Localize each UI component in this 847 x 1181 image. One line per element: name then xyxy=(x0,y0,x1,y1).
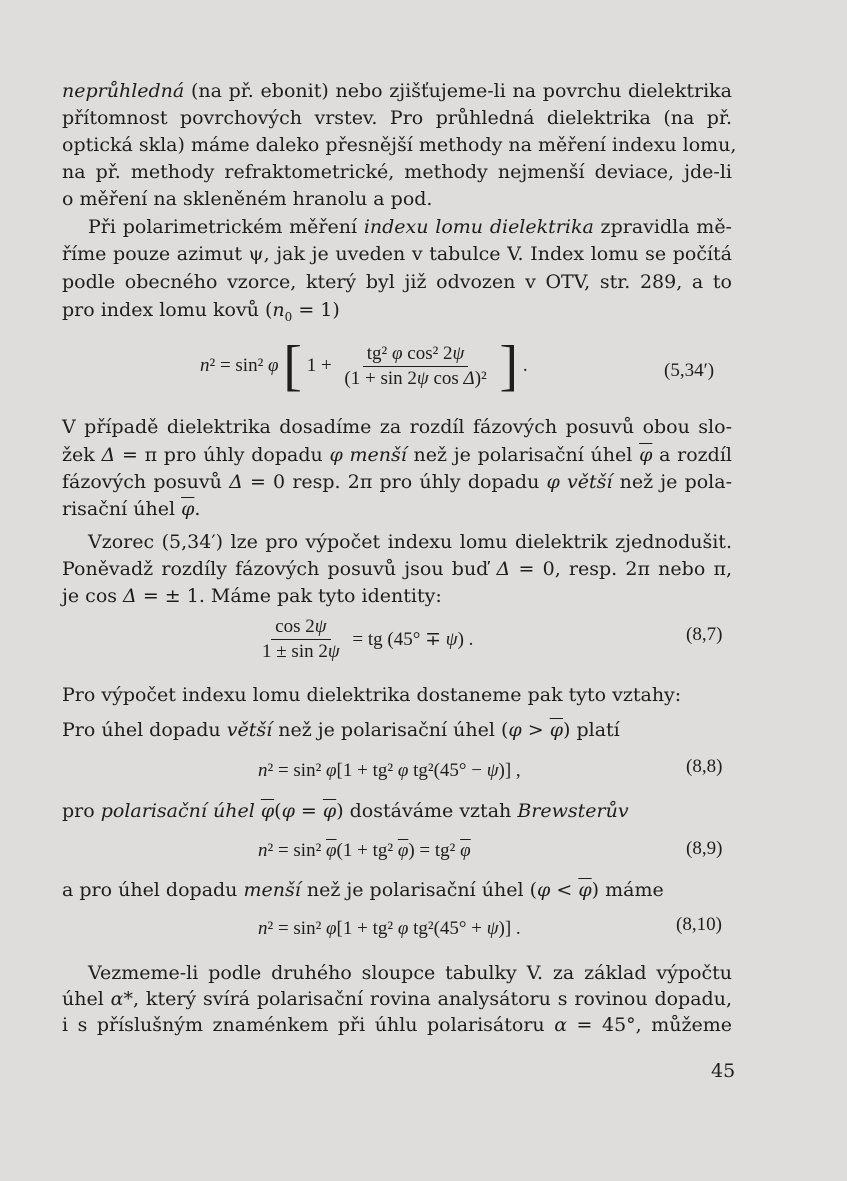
text-line: říme pouze azimut ψ, jak je uveden v tabulce V. Index lomu se počítá xyxy=(62,243,732,265)
text-line: úhel α*, který svírá polarisační rovina analysátoru s rovinou dopadu, xyxy=(62,988,732,1010)
text-line: na př. methody refraktometrické, methody nejmenší deviace, jde-li xyxy=(62,161,732,183)
text-line: fázových posuvů Δ = 0 resp. 2π pro úhly dopadu φ větší než je pola- xyxy=(62,471,733,493)
text-line: Při polarimetrickém měření indexu lomu dielektrika zpravidla mě- xyxy=(88,216,732,238)
text-line: je cos Δ = ± 1. Máme pak tyto identity: xyxy=(62,585,442,607)
equation-number: (8,10) xyxy=(676,914,722,935)
text-line: neprůhledná (na př. ebonit) nebo zjišťujeme-li na povrchu dielektrika xyxy=(62,80,732,102)
text-line: risační úhel $\overline{\varphi}$. xyxy=(62,498,201,520)
equation-8-10: n² = sin² φ[1 + tg² φ tg²(45° + ψ)] . xyxy=(258,918,521,939)
equation-number: (5,34′) xyxy=(664,360,715,381)
text-line: Vzorec (5,34′) lze pro výpočet indexu lomu dielektrik zjednodušit. xyxy=(88,531,732,553)
equation-8-8: n² = sin² φ[1 + tg² φ tg²(45° − ψ)] , xyxy=(258,760,521,781)
equation-number: (8,9) xyxy=(686,838,723,859)
text-line: pro index lomu kovů $(n_0 = 1)$ xyxy=(62,299,340,324)
text-line: o měření na skleněném hranolu a pod. xyxy=(62,188,433,210)
equation-5-34: n² = sin² φ [ 1 + $\frac{\text{tg² φ cos² 2ψ}}{\text{(1 + sin 2ψ cos Δ)²}}$ ] . xyxy=(200,335,528,397)
page-number: 45 xyxy=(711,1060,736,1082)
text-line: žek Δ = π pro úhly dopadu φ menší než je polarisační úhel $\overline{\varphi}$ a rozdíl xyxy=(62,444,732,466)
italic-word: neprůhledná xyxy=(62,80,185,102)
text-line: Pro výpočet indexu lomu dielektrika dostaneme pak tyto vztahy: xyxy=(62,684,682,706)
text-line: a pro úhel dopadu menší než je polarisační úhel $(\varphi < \overline{\varphi})$ máme xyxy=(62,879,664,901)
text-line: přítomnost povrchových vrstev. Pro průhledná dielektrika (na př. xyxy=(62,107,732,129)
text-line: Poněvadž rozdíly fázových posuvů jsou buď Δ = 0, resp. 2π nebo π, xyxy=(62,558,732,580)
equation-8-9: n² = sin² $\overline{\varphi}(1 + tg^2$ $\overline{\varphi}) = tg^2$ $\overline{\varphi}$ xyxy=(258,840,471,861)
equation-number: (8,7) xyxy=(686,624,723,645)
text-line: podle obecného vzorce, který byl již odvozen v OTV, str. 289, a to xyxy=(62,271,732,293)
text-line: Pro úhel dopadu větší než je polarisační úhel $(\varphi > \overline{\varphi})$ platí xyxy=(62,719,620,741)
text-line: i s příslušným znaménkem při úhlu polarisátoru α = 45°, můžeme xyxy=(62,1014,732,1036)
text-line: Vezmeme-li podle druhého sloupce tabulky V. za základ výpočtu xyxy=(88,962,732,984)
equation-8-7: $\frac{\cos 2\psi}{1 \pm \sin 2\psi}$ = tg (45° ∓ ψ) . xyxy=(262,616,474,662)
equation-number: (8,8) xyxy=(686,756,723,777)
text-line: V případě dielektrika dosadíme za rozdíl fázových posuvů obou slo- xyxy=(62,416,732,438)
text-line: optická skla) máme daleko přesnější methody na měření indexu lomu, xyxy=(62,134,737,156)
text-line: pro polarisační úhel $\overline{\varphi}(\varphi = \overline{\varphi})$ dostáváme vztah Brewsterův xyxy=(62,800,629,822)
